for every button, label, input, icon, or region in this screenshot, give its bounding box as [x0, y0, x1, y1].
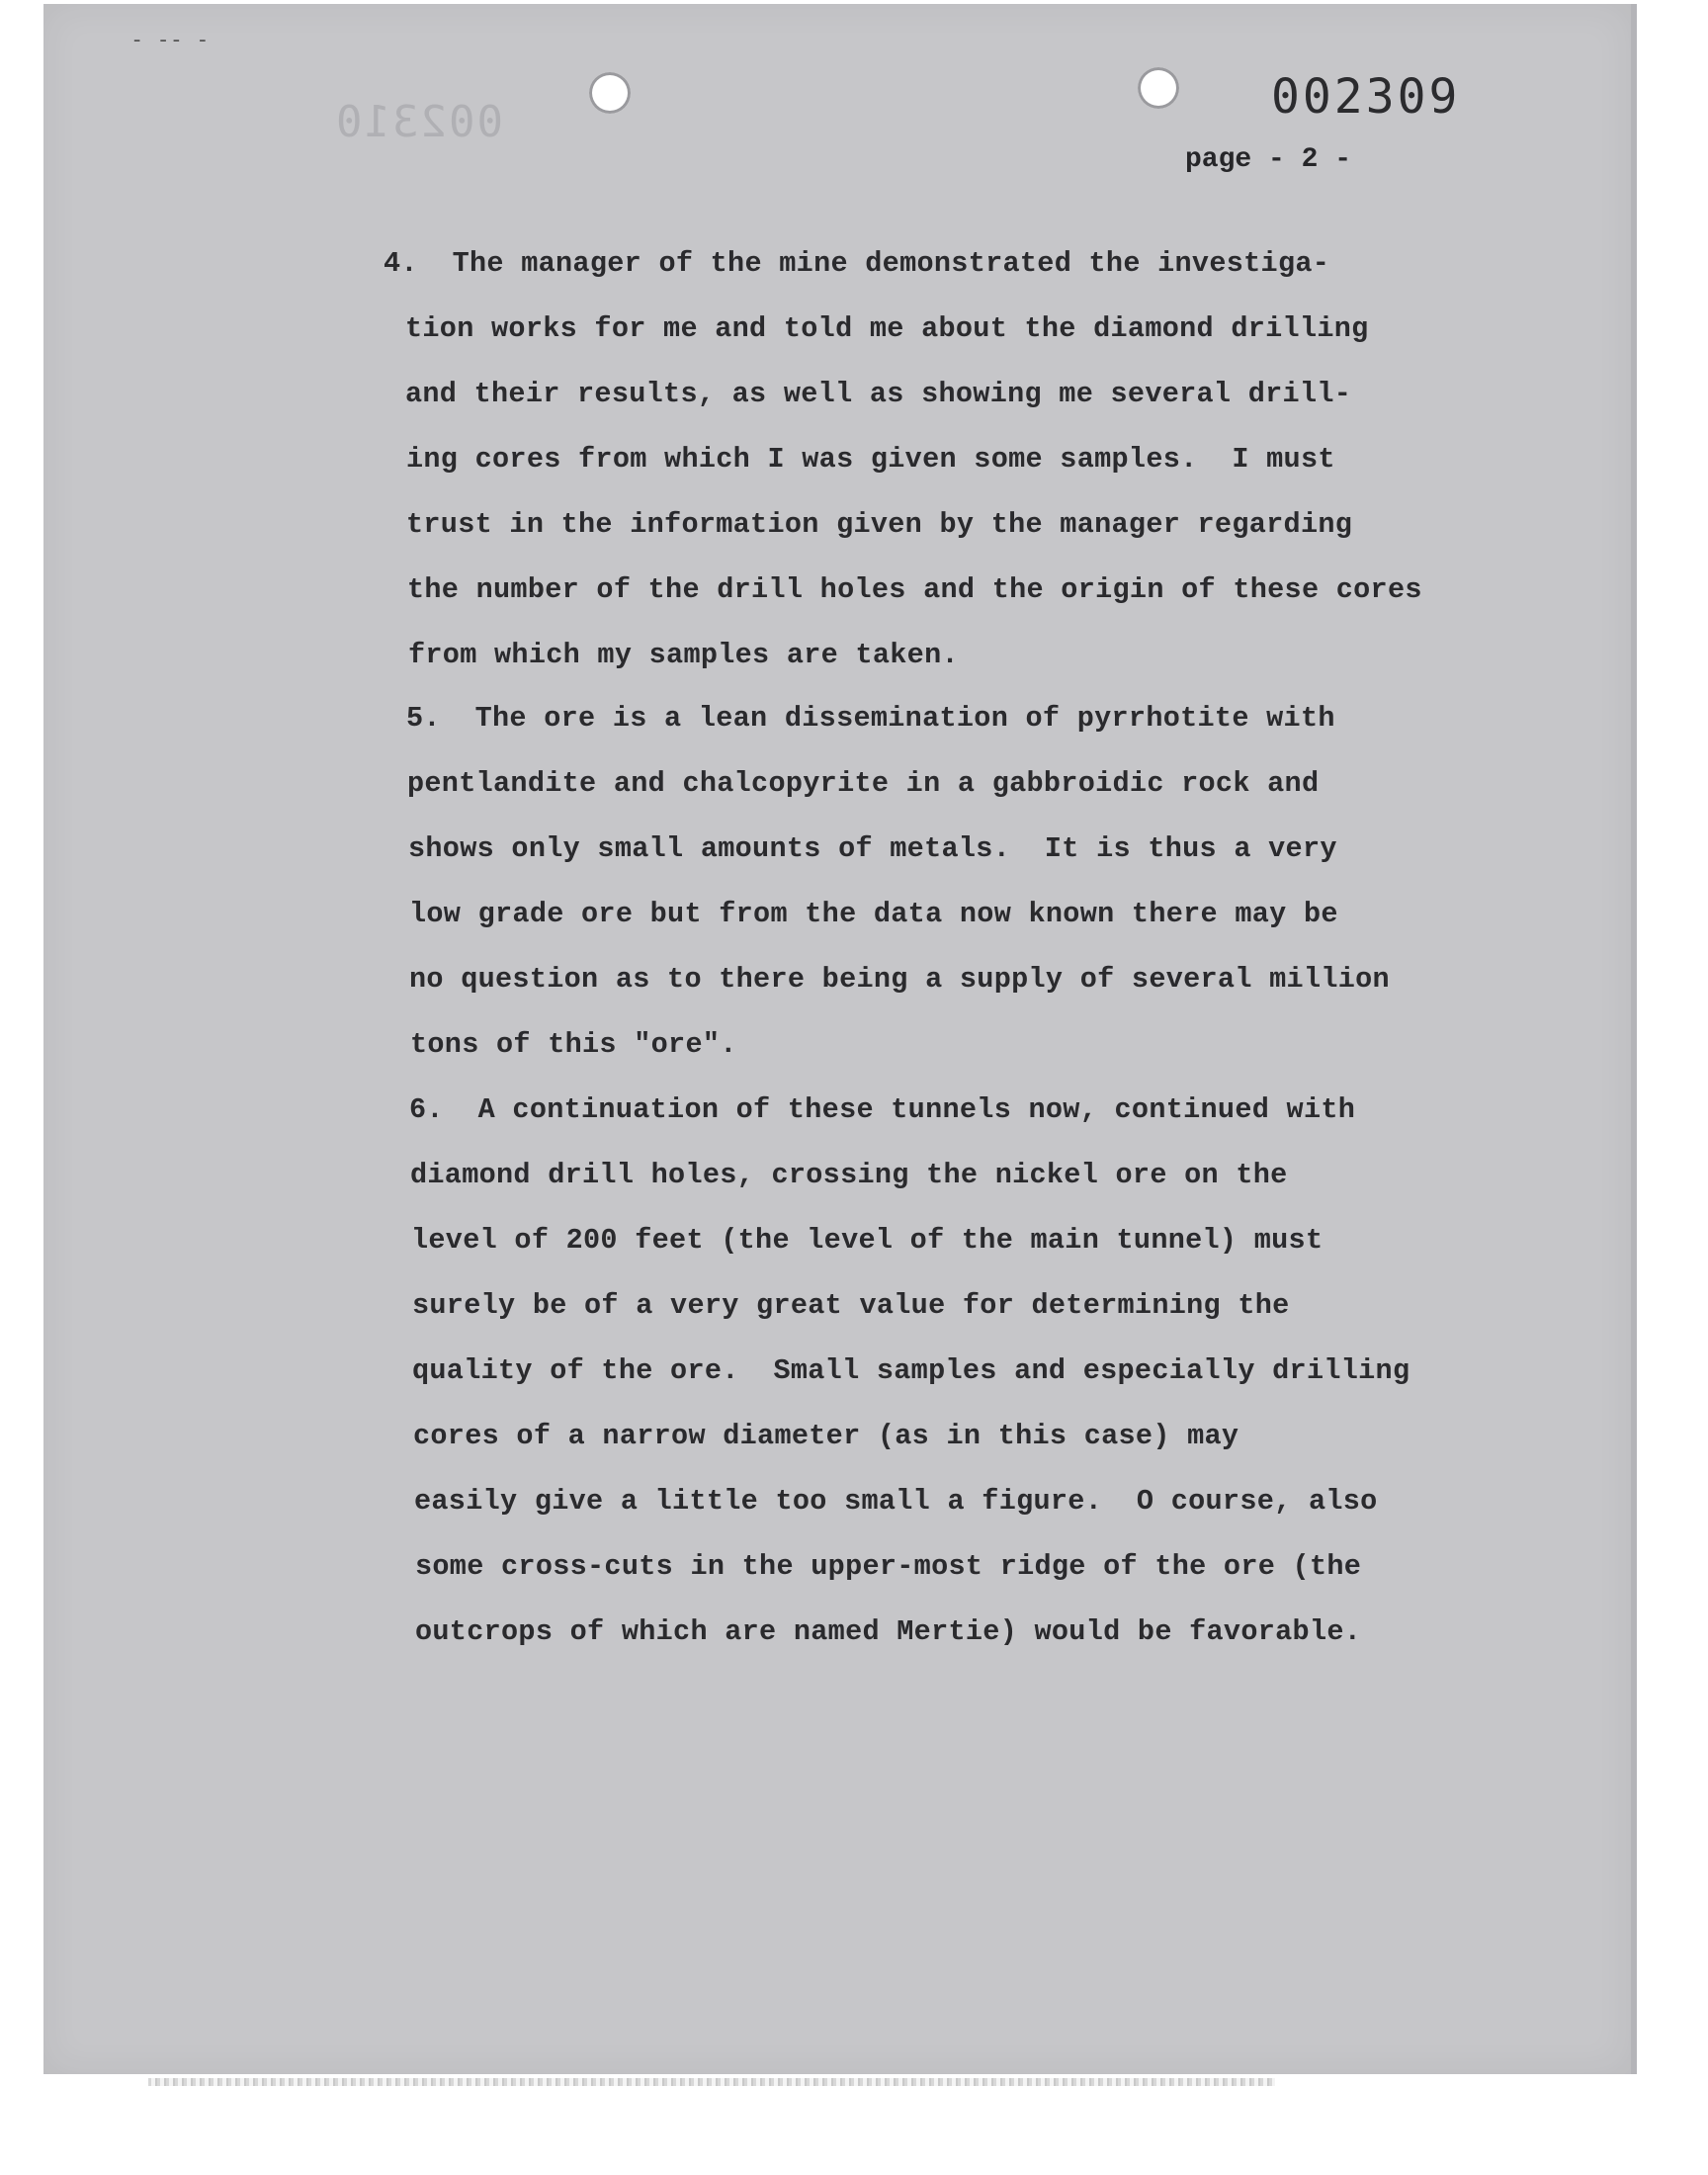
- text-line: tons of this "ore".: [410, 1028, 737, 1061]
- text-line: outcrops of which are named Mertie) would be favorable.: [415, 1615, 1362, 1648]
- text-line: from which my samples are taken.: [408, 639, 959, 671]
- text-line: level of 200 feet (the level of the main tunnel) must: [411, 1224, 1324, 1257]
- punch-hole-left: [589, 72, 631, 114]
- text-line: surely be of a very great value for determining the: [412, 1289, 1290, 1322]
- corner-mark: - -- -: [130, 28, 210, 52]
- text-line: cores of a narrow diameter (as in this case) may: [413, 1420, 1239, 1452]
- text-line: shows only small amounts of metals. It is thus a very: [408, 832, 1337, 865]
- text-line: 6. A continuation of these tunnels now, continued with: [409, 1093, 1356, 1126]
- document-stamp-number: 002309: [1271, 69, 1461, 125]
- text-line: quality of the ore. Small samples and especially drilling: [412, 1354, 1410, 1387]
- paper-sheet: [43, 4, 1637, 2074]
- text-line: the number of the drill holes and the origin of these cores: [407, 573, 1422, 606]
- bleed-through-stamp: 002310: [334, 97, 503, 147]
- text-line: and their results, as well as showing me several drill-: [405, 378, 1352, 410]
- text-line: trust in the information given by the manager regarding: [406, 508, 1353, 541]
- text-line: pentlandite and chalcopyrite in a gabbroidic rock and: [407, 767, 1320, 800]
- text-line: ing cores from which I was given some samples. I must: [406, 443, 1335, 476]
- text-line: some cross-cuts in the upper-most ridge of the ore (the: [415, 1550, 1362, 1583]
- scan-edge-strip: [148, 2078, 1275, 2086]
- text-line: easily give a little too small a figure. O course, also: [414, 1485, 1378, 1518]
- text-line: 5. The ore is a lean dissemination of pyrrhotite with: [406, 702, 1335, 735]
- text-line: diamond drill holes, crossing the nickel ore on the: [410, 1159, 1288, 1191]
- text-line: no question as to there being a supply of several million: [409, 963, 1390, 996]
- page-number: page - 2 -: [1185, 144, 1352, 175]
- punch-hole-right: [1138, 67, 1179, 109]
- text-line: 4. The manager of the mine demonstrated the investiga-: [384, 247, 1330, 280]
- text-line: tion works for me and told me about the diamond drilling: [405, 312, 1369, 345]
- text-line: low grade ore but from the data now known there may be: [409, 898, 1338, 930]
